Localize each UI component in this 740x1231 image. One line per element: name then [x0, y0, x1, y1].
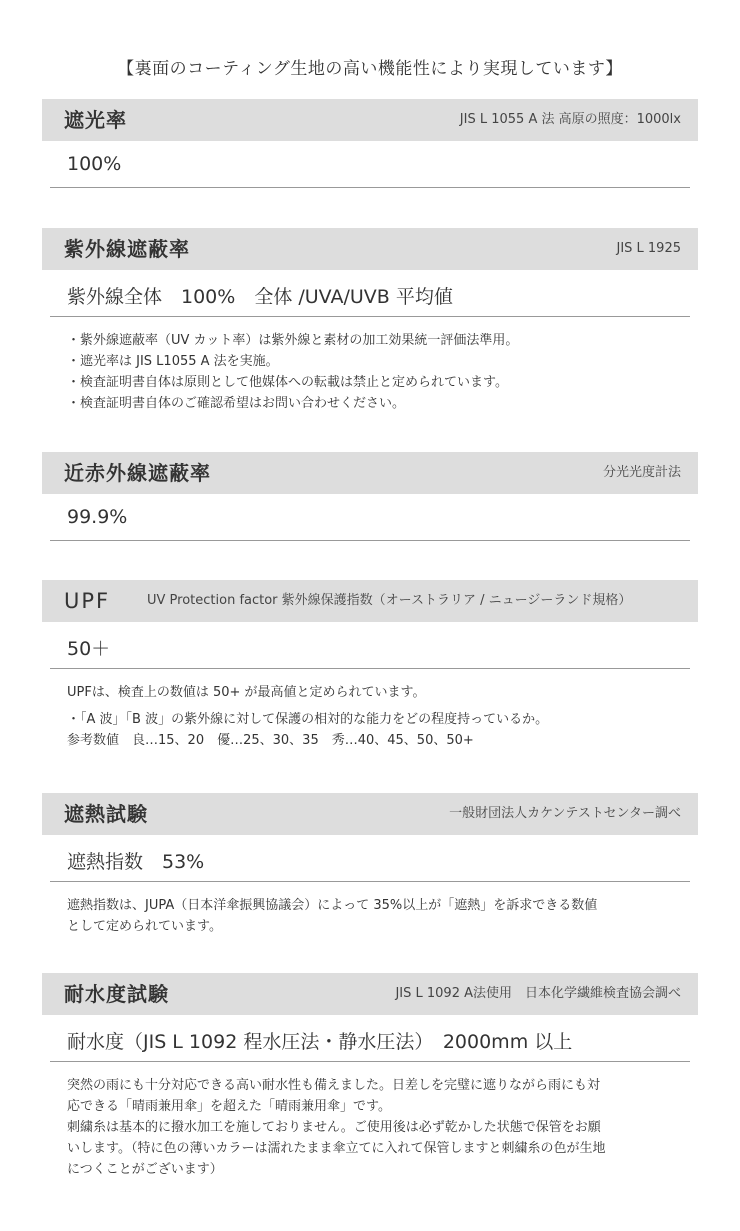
section-value: 紫外線全体 100% 全体 /UVA/UVB 平均値	[67, 286, 453, 308]
note-line: 遮熱指数は、JUPA（日本洋傘振興協議会）によって 35%以上が「遮熱」を訴求できる数値	[67, 898, 598, 913]
section-standard-note: JIS L 1055 A 法 高原の照度：1000lx	[459, 112, 681, 127]
section-header	[42, 973, 698, 1015]
value-row	[50, 494, 690, 541]
section-header	[42, 580, 698, 622]
section-header	[42, 793, 698, 835]
page-heading: 【裏面のコーティング生地の高い機能性により実現しています】	[117, 59, 623, 79]
note-line: UPFは、検査上の数値は 50+ が最高値と定められています。	[67, 685, 426, 700]
section-title: 遮光率	[64, 108, 127, 132]
section-title: 遮熱試験	[64, 802, 148, 826]
section-notes	[67, 330, 698, 414]
section-upf	[42, 580, 698, 751]
section-header	[42, 99, 698, 141]
section-water-resistance-test	[42, 973, 698, 1180]
section-near-infrared-blocking	[42, 452, 698, 541]
value-row	[50, 622, 690, 669]
section-uv-blocking	[42, 228, 698, 414]
section-notes	[67, 895, 698, 937]
section-standard-note: JIS L 1925	[616, 241, 681, 256]
section-value: 50＋	[67, 638, 111, 660]
section-standard-note: 一般財団法人カケンテストセンター調べ	[449, 806, 681, 821]
note-line: ・検査証明書自体のご確認希望はお問い合わせください。	[67, 396, 406, 411]
note-line: につくことがございます）	[67, 1162, 223, 1177]
section-value: 99.9%	[67, 506, 128, 528]
note-line: 刺繍糸は基本的に撥水加工を施しておりません。ご使用後は必ず乾かした状態で保管をお願	[67, 1120, 601, 1135]
section-value: 遮熱指数 53%	[67, 851, 205, 873]
section-header	[42, 228, 698, 270]
section-title: UPF	[64, 589, 111, 613]
note-line: 参考数値 良…15、20 優…25、30、35 秀…40、45、50、50+	[67, 733, 474, 748]
note-line: ・遮光率は JIS L1055 A 法を実施。	[67, 354, 279, 369]
section-value: 耐水度（JIS L 1092 程水圧法・静水圧法） 2000mm 以上	[67, 1031, 573, 1053]
note-line: ・検査証明書自体は原則として他媒体への転載は禁止と定められています。	[67, 375, 508, 390]
section-heat-shield-test	[42, 793, 698, 937]
section-title: 耐水度試験	[64, 982, 169, 1006]
section-notes	[67, 682, 698, 751]
section-standard-note: UV Protection factor 紫外線保護指数（オーストラリア / ニュージーランド規格）	[147, 593, 632, 608]
note-line: ・「A 波」「B 波」の紫外線に対して保護の相対的な能力をどの程度持っているか。	[67, 712, 549, 727]
section-title: 紫外線遮蔽率	[64, 237, 190, 261]
note-line: 応できる「晴雨兼用傘」を超えた「晴雨兼用傘」です。	[67, 1099, 391, 1114]
value-row	[50, 141, 690, 188]
section-standard-note: JIS L 1092 A法使用 日本化学繊維検査協会調べ	[395, 986, 681, 1001]
value-row	[50, 835, 690, 882]
note-line: 突然の雨にも十分対応できる高い耐水性も備えました。日差しを完璧に遮りながら雨にも対	[67, 1078, 601, 1093]
note-line: として定められています。	[67, 919, 222, 934]
section-standard-note: 分光光度計法	[602, 465, 681, 480]
note-line: ・紫外線遮蔽率（UV カット率）は紫外線と素材の加工効果統一評価法準用。	[67, 333, 519, 348]
section-header	[42, 452, 698, 494]
section-title: 近赤外線遮蔽率	[64, 461, 211, 485]
value-row	[50, 1015, 690, 1062]
note-line: いします。（特に色の薄いカラーは濡れたまま傘立てに入れて保管しますと刺繍糸の色が生地	[67, 1141, 606, 1156]
section-light-blocking	[42, 99, 698, 188]
value-row	[50, 270, 690, 317]
section-notes	[67, 1075, 698, 1180]
section-value: 100%	[67, 153, 122, 175]
